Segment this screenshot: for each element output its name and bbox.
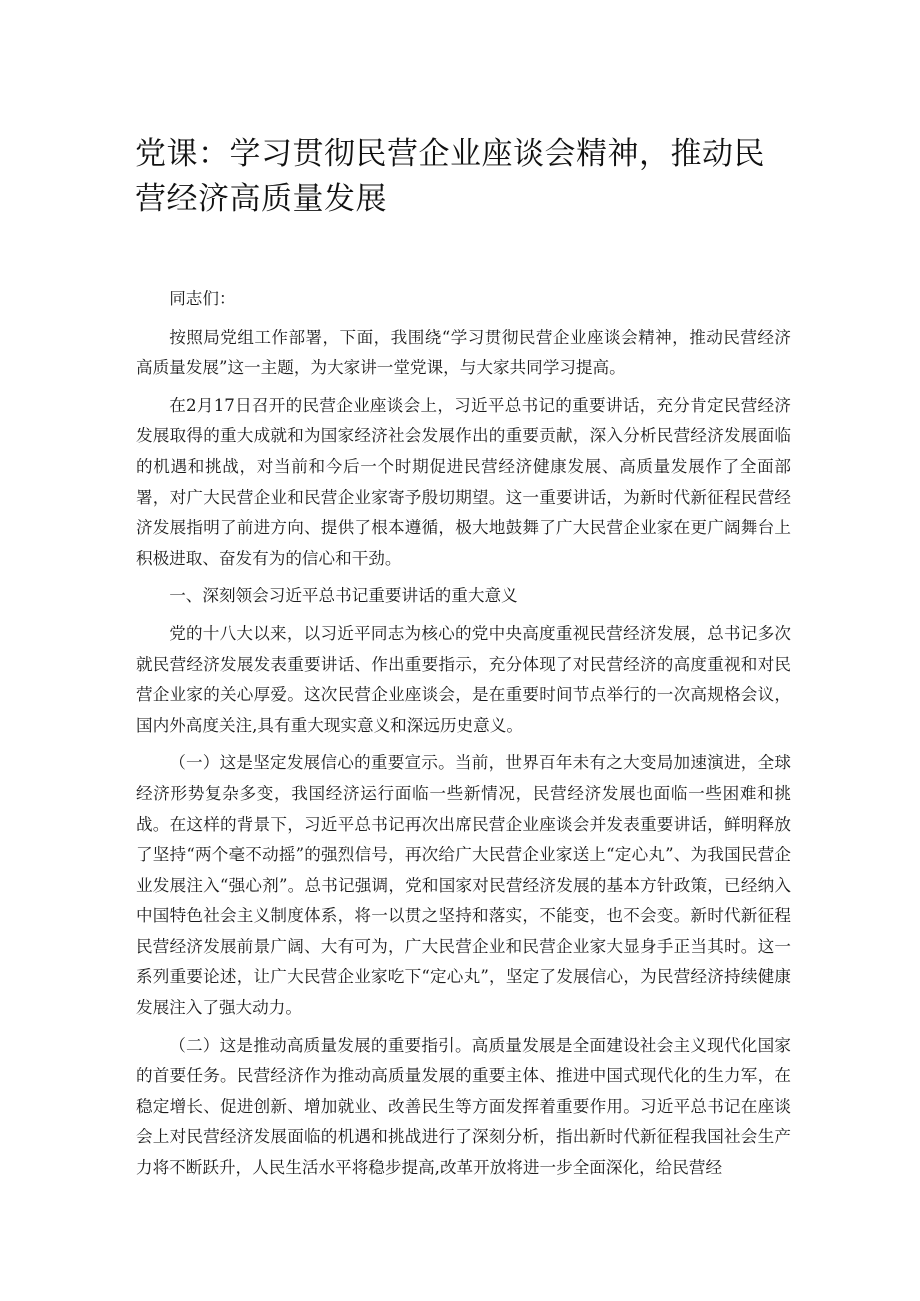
paragraph-point-two: （二）这是推动高质量发展的重要指引。高质量发展是全面建设社会主义现代化国家的首要任务。民营经济作为推动高质量发展的重要主体、推进中国式现代化的生力军，在稳定增长、促进创新、增加就业、改善民生等方面发挥着重要作用。习近平总书记在座谈会上对民营经济发展面临的机遇和挑战进行了深刻分析，指出新时代新征程我国社会生产力将不断跃升，人民生活水平将稳步提高,改革开放将进一步全面深化，给民营经 xyxy=(136,1035,791,1178)
section-heading: 一、深刻领会习近平总书记重要讲话的重大意义 xyxy=(169,586,518,606)
document-body xyxy=(136,284,791,1191)
paragraph-background: 在2月17日召开的民营企业座谈会上，习近平总书记的重要讲话，充分肯定民营经济发展取得的重大成就和为国家经济社会发展作出的重要贡献，深入分析民营经济发展面临的机遇和挑战，对当前和今后一个时期促进民营经济健康发展、高质量发展作了全面部署，对广大民营企业和民营企业家寄予殷切期望。这一重要讲话，为新时代新征程民营经济发展指明了前进方向、提供了根本遵循，极大地鼓舞了广大民营企业家在更广阔舞台上积极进取、奋发有为的信心和干劲。 xyxy=(136,395,791,568)
salutation: 同志们： xyxy=(169,289,236,308)
document-title: 党课：学习贯彻民营企业座谈会精神，推动民营经济高质量发展 xyxy=(135,136,765,217)
paragraph-point-one: （一）这是坚定发展信心的重要宣示。当前，世界百年未有之大变局加速演进，全球经济形势复杂多变，我国经济运行面临一些新情况，民营经济发展也面临一些困难和挑战。在这样的背景下，习近平总书记再次出席民营企业座谈会并发表重要讲话，鲜明释放了坚持“两个毫不动摇”的强烈信号，再次给广大民营企业家送上“定心丸”、为我国民营企业发展注入“强心剂”。总书记强调，党和国家对民营经济发展的基本方针政策，已经纳入中国特色社会主义制度体系，将一以贯之坚持和落实，不能变，也不会变。新时代新征程民营经济发展前景广阔、大有可为，广大民营企业和民营企业家大显身手正当其时。这一系列重要论述，让广大民营企业家吃下“定心丸”，坚定了发展信心，为民营经济持续健康发展注入了强大动力。 xyxy=(136,753,791,1018)
paragraph-intro: 按照局党组工作部署，下面，我围绕“学习贯彻民营企业座谈会精神，推动民营经济高质量发展”这一主题，为大家讲一堂党课，与大家共同学习提高。 xyxy=(136,327,791,378)
paragraph-section-intro: 党的十八大以来，以习近平同志为核心的党中央高度重视民营经济发展，总书记多次就民营经济发展发表重要讲话、作出重要指示，充分体现了对民营经济的高度重视和对民营企业家的关心厚爱。这次民营企业座谈会，是在重要时间节点举行的一次高规格会议，国内外高度关注,具有重大现实意义和深远历史意义。 xyxy=(136,623,791,735)
